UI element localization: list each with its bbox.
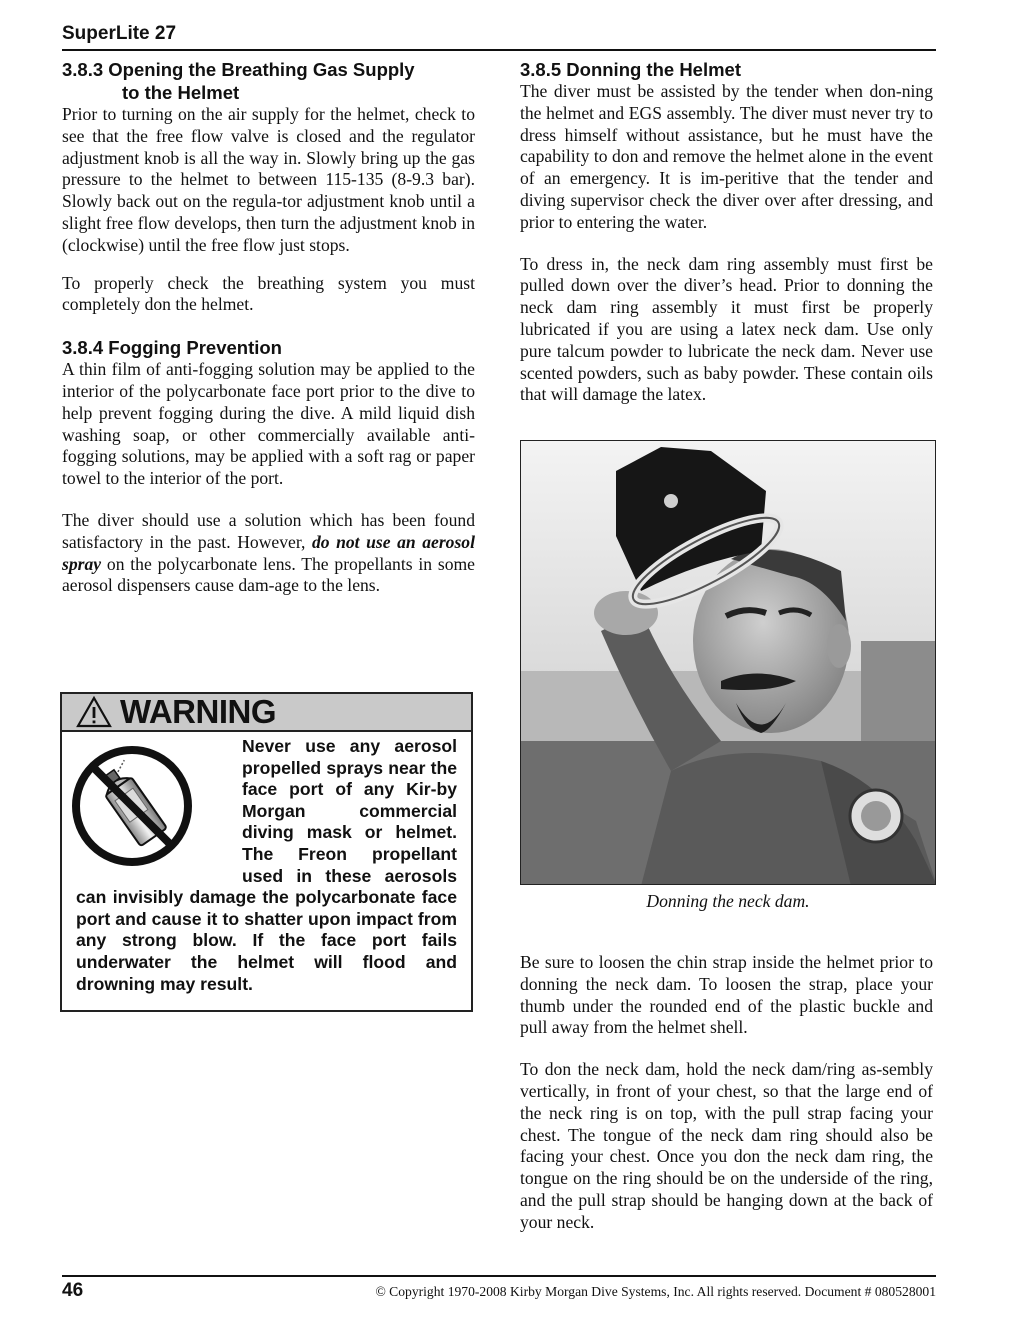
section-3-8-4-heading: 3.8.4 Fogging Prevention bbox=[62, 337, 282, 359]
footer-rule bbox=[62, 1275, 936, 1277]
figure-caption: Donning the neck dam. bbox=[646, 891, 810, 911]
paragraph: To properly check the breathing system you must completely don the helmet. bbox=[62, 272, 475, 315]
photo-illustration bbox=[521, 441, 936, 885]
neck-dam-photo bbox=[520, 440, 936, 885]
paragraph: Be sure to loosen the chin strap inside the helmet prior to donning the neck dam. To loosen the strap, place your thumb under the rounded end of the plastic buckle and pull away from the helmet shell. bbox=[520, 952, 933, 1038]
left-column bbox=[62, 58, 475, 597]
warning-text-block bbox=[76, 736, 457, 995]
paragraph: To dress in, the neck dam ring assembly must first be pulled down over the diver’s head. Prior to donning the neck dam ring assembly it must first be properly lubricated if you are using a latex neck dam. Use only pure talcum powder to lubricate the neck dam. Never use scented powders, such as baby powder. These contain oils that will damage the latex. bbox=[520, 253, 933, 405]
right-column bbox=[520, 58, 933, 406]
warning-text: Never use any aerosol propelled sprays near the face port of any Kir-by Morgan commercial diving mask or helmet. The Freon propellant used in these aerosols can invisibly damage the polycarbonate face port and cause it to shatter upon impact from any strong blow. If the face port fails underwater the helmet will flood and drowning may result. bbox=[76, 736, 457, 994]
warning-box bbox=[60, 692, 473, 1012]
section-heading-line1: 3.8.3 Opening the Breathing Gas Supply bbox=[62, 59, 415, 80]
warning-header bbox=[62, 694, 471, 732]
warning-title: WARNING bbox=[120, 693, 276, 730]
paragraph: The diver must be assisted by the tender when don-ning the helmet and EGS assembly. The diver must never try to dress himself without assistance, but he must have the capability to don and remove the helmet alone in the event of an emergency. It is im-peritive that the tender and diving supervisor check the diver over after dressing, and prior to entering the water. bbox=[520, 81, 933, 232]
page-number: 46 bbox=[62, 1280, 84, 1301]
copyright-notice: © Copyright 1970-2008 Kirby Morgan Dive Systems, Inc. All rights reserved. Document # 080528001 bbox=[375, 1284, 936, 1299]
paragraph: A thin film of anti-fogging solution may be applied to the interior of the polycarbonate face port prior to the dive to help prevent fogging during the dive. A mild liquid dish washing soap, or other commercially available anti-fogging solutions, may be applied with a soft rag or paper towel to the interior of the port. bbox=[62, 359, 475, 489]
running-header: SuperLite 27 bbox=[62, 23, 177, 44]
paragraph: To don the neck dam, hold the neck dam/ring as-sembly vertically, in front of your chest, so that the large end of the neck ring is on top, with the pull strap facing your chest. The tongue of the neck dam ring should also be facing your chest. Once you don the neck dam ring, the tongue on the ring should be on the underside of the ring, and the pull strap should be hanging down at the back of your neck. bbox=[520, 1059, 933, 1232]
right-column-lower bbox=[520, 952, 933, 1234]
section-3-8-5-heading: 3.8.5 Donning the Helmet bbox=[520, 59, 742, 80]
header-rule bbox=[62, 49, 936, 51]
text-run: on the polycarbonate lens. The propellants in some aerosol dispensers cause dam-age to the lens. bbox=[62, 553, 475, 596]
warning-triangle-icon bbox=[76, 696, 112, 728]
paragraph: Prior to turning on the air supply for the helmet, check to see that the free flow valve is closed and the regulator adjustment knob is all the way in. Slowly bring up the gas pressure to the helmet to between 115-135 (8-9.3 bar). Slowly back out on the regula-tor adjustment knob until a slight free flow develops, then turn the adjustment knob in (clockwise) until the free flow just stops. bbox=[62, 104, 475, 255]
section-heading-line2: to the Helmet bbox=[122, 82, 240, 103]
section-3-8-3-heading bbox=[62, 58, 475, 104]
text-run: The diver should use a solution which has been found satisfactory in the past. However, bbox=[62, 509, 475, 552]
emphasis-text: do not use an aerosol spray bbox=[62, 531, 475, 574]
paragraph-with-emphasis bbox=[62, 510, 475, 597]
